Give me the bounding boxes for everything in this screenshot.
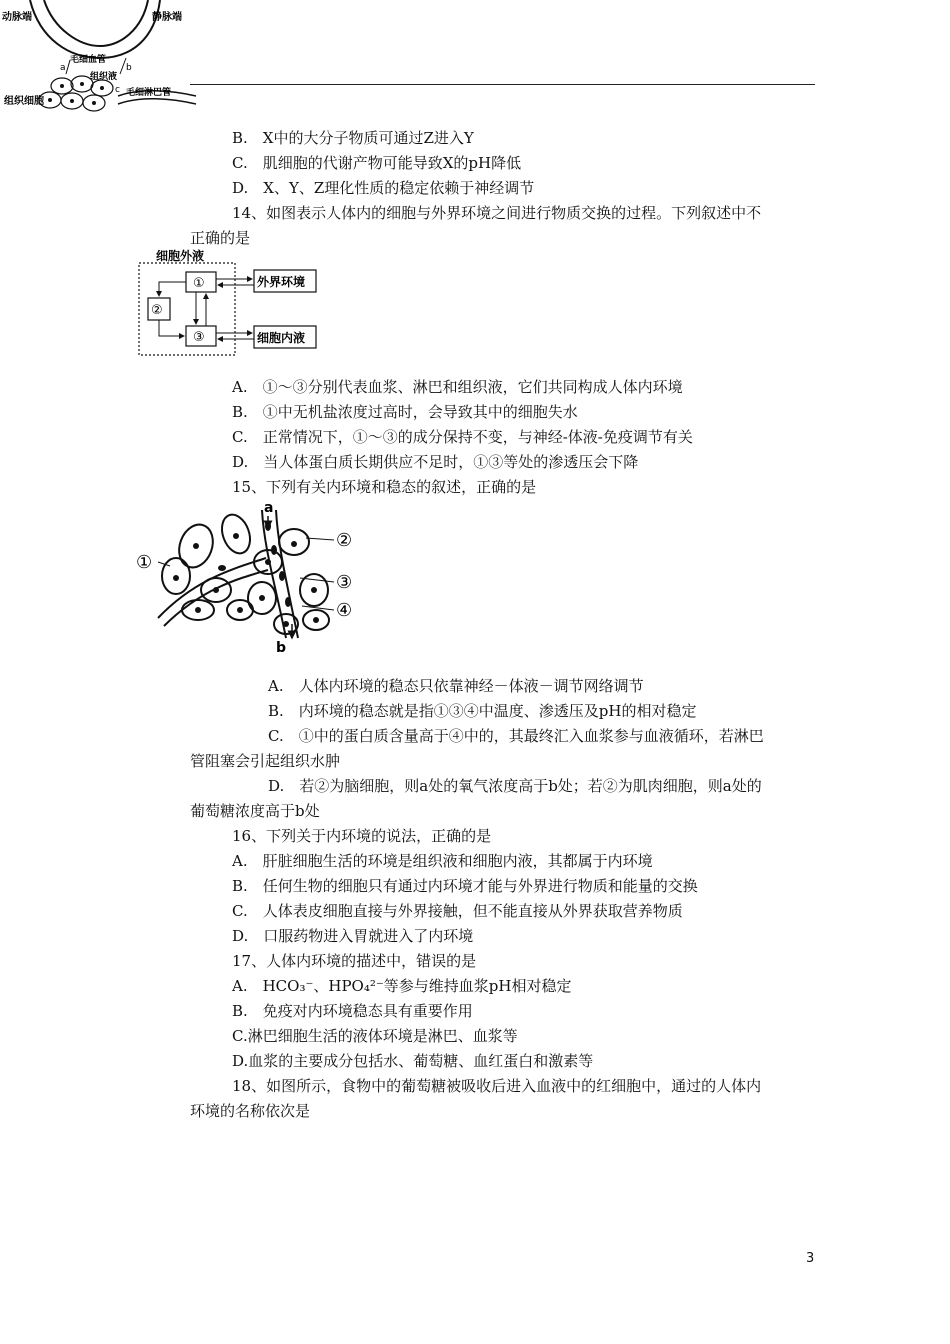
label-venous: 静脉端 <box>152 12 182 23</box>
q15-label-1: ① <box>136 552 153 573</box>
q14-option-a: A. ①～③分别代表血浆、淋巴和组织液，它们共同构成人体内环境 <box>232 378 683 396</box>
header-capillary-figure <box>0 0 200 112</box>
q13-option-d: D. X、Y、Z理化性质的稳定依赖于神经调节 <box>232 179 535 197</box>
q17-option-b: B. 免疫对内环境稳态具有重要作用 <box>232 1002 473 1020</box>
q18-stem-cont: 环境的名称依次是 <box>190 1102 311 1120</box>
q17-option-a: A. HCO₃⁻、HPO₄²⁻等参与维持血浆pH相对稳定 <box>232 977 572 995</box>
q15-option-b: B. 内环境的稳态就是指①③④中温度、渗透压及pH的相对稳定 <box>268 702 697 720</box>
q15-option-a: A. 人体内环境的稳态只依靠神经－体液－调节网络调节 <box>268 677 644 695</box>
q14-stem-cont: 正确的是 <box>190 229 251 247</box>
q13-option-b: B. X中的大分子物质可通过Z进入Y <box>232 129 474 147</box>
q16-stem: 16、下列关于内环境的说法，正确的是 <box>232 827 492 845</box>
q15-label-b: b <box>276 640 287 656</box>
q15-label-3: ③ <box>336 572 353 593</box>
q14-option-c: C. 正常情况下，①～③的成分保持不变，与神经-体液-免疫调节有关 <box>232 428 693 446</box>
q16-option-a: A. 肝脏细胞生活的环境是组织液和细胞内液，其都属于内环境 <box>232 852 653 870</box>
q14-box-1: ① <box>193 276 205 291</box>
label-tissue-fluid: 组织液 <box>90 72 118 82</box>
label-c: c <box>115 85 120 95</box>
label-tissue-cell: 组织细胞 <box>4 96 44 107</box>
q15-label-a: a <box>264 500 274 516</box>
q14-option-b: B. ①中无机盐浓度过高时，会导致其中的细胞失水 <box>232 403 578 421</box>
header-rule <box>190 84 815 85</box>
label-a: a <box>60 63 66 73</box>
q17-option-d: D.血浆的主要成分包括水、葡萄糖、血红蛋白和激素等 <box>232 1052 594 1070</box>
q14-intra-fluid: 细胞内液 <box>257 331 306 345</box>
q15-option-c-cont: 管阻塞会引起组织水肿 <box>190 752 341 770</box>
label-arterial: 动脉端 <box>2 12 32 23</box>
q15-option-d: D. 若②为脑细胞，则a处的氧气浓度高于b处；若②为肌肉细胞，则a处的 <box>268 777 762 795</box>
q18-stem: 18、如图所示，食物中的葡萄糖被吸收后进入血液中的红细胞中，通过的人体内 <box>232 1077 762 1095</box>
label-capillary: 毛细血管 <box>70 55 107 65</box>
q14-box-2: ② <box>151 303 163 318</box>
page-number: 3 <box>806 1251 815 1266</box>
q17-option-c: C.淋巴细胞生活的液体环境是淋巴、血浆等 <box>232 1027 518 1045</box>
q16-option-b: B. 任何生物的细胞只有通过内环境才能与外界进行物质和能量的交换 <box>232 877 698 895</box>
q17-stem: 17、人体内环境的描述中，错误的是 <box>232 952 477 970</box>
q14-diagram <box>136 246 322 360</box>
q14-option-d: D. 当人体蛋白质长期供应不足时，①③等处的渗透压会下降 <box>232 453 639 471</box>
label-b: b <box>126 63 132 73</box>
label-lymph-capillary: 毛细淋巴管 <box>126 88 172 98</box>
q16-option-c: C. 人体表皮细胞直接与外界接触，但不能直接从外界获取营养物质 <box>232 902 683 920</box>
q15-stem: 15、下列有关内环境和稳态的叙述，正确的是 <box>232 478 537 496</box>
q13-option-c: C. 肌细胞的代谢产物可能导致X的pH降低 <box>232 154 522 172</box>
q14-title: 细胞外液 <box>156 249 205 263</box>
q14-stem: 14、如图表示人体内的细胞与外界环境之间进行物质交换的过程。下列叙述中不 <box>232 204 762 222</box>
q14-outer-env: 外界环境 <box>257 275 306 289</box>
q15-option-c: C. ①中的蛋白质含量高于④中的，其最终汇入血浆参与血液循环，若淋巴 <box>268 727 764 745</box>
q16-option-d: D. 口服药物进入胃就进入了内环境 <box>232 927 474 945</box>
q15-option-d-cont: 葡萄糖浓度高于b处 <box>190 802 320 820</box>
q15-diagram <box>136 498 362 658</box>
q14-box-3: ③ <box>193 330 205 345</box>
q15-label-2: ② <box>336 530 353 551</box>
q15-label-4: ④ <box>336 600 353 621</box>
